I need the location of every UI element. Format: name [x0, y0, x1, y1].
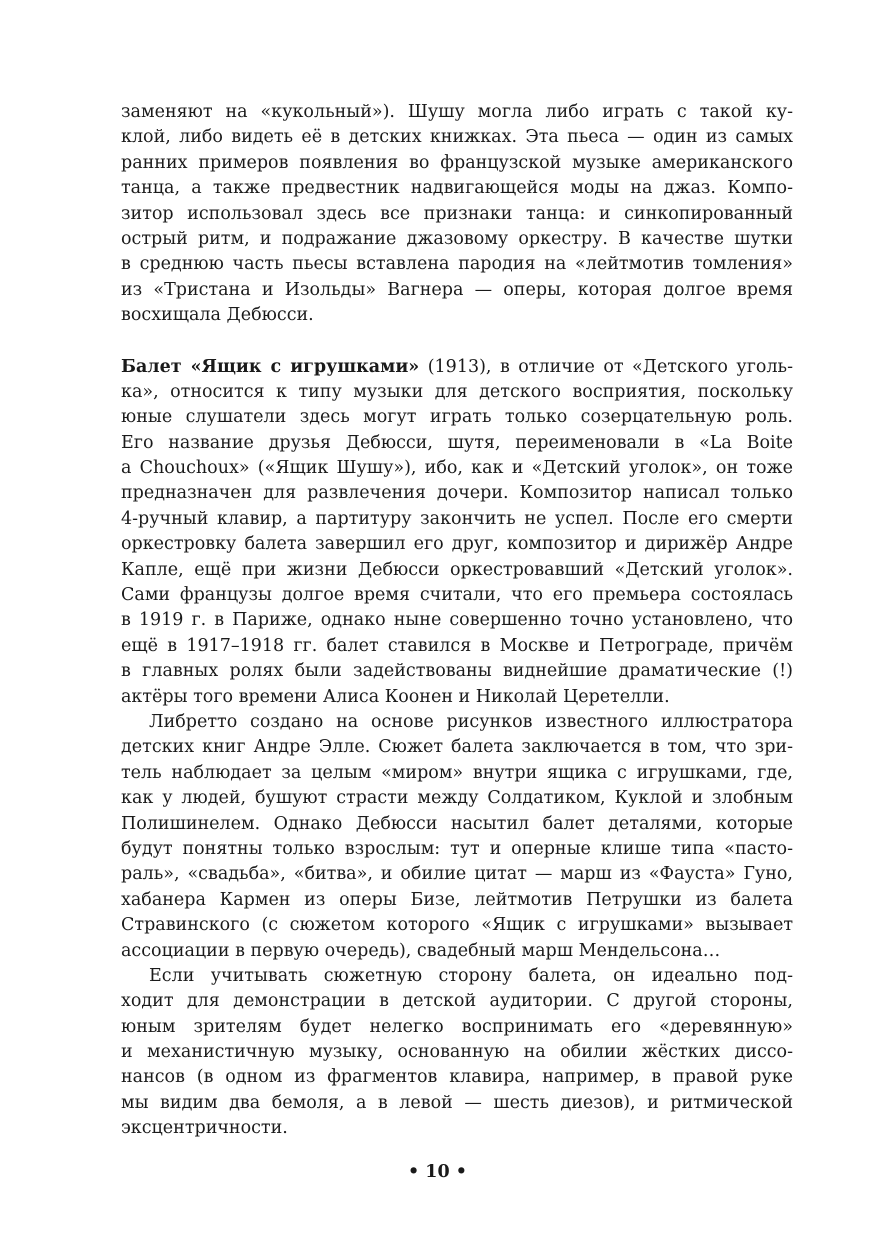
page-number: • 10 • — [408, 1162, 467, 1182]
text-line: Сами французы долгое время считали, что его премьера состоялась — [121, 585, 793, 606]
text-line: оркестровку балета завершил его друг, композитор и дирижёр Андре — [121, 534, 793, 555]
text-line-rest: (1913), в отличие от «Детского уголь- — [419, 356, 793, 377]
text-line: ранних примеров появления во французской музыке американского — [121, 152, 793, 173]
text-line: раль», «свадьба», «битва», и обилие цитат — марш из «Фауста» Гуно, — [121, 864, 793, 885]
paragraph-3 — [121, 710, 793, 964]
text-line: Либретто создано на основе рисунков известного иллюстратора — [149, 711, 793, 732]
text-line: предназначен для развлечения дочери. Композитор написал только — [121, 483, 793, 504]
text-line: Стравинского (с сюжетом которого «Ящик с игрушками» вызывает — [121, 915, 793, 936]
text-line: детских книг Андре Элле. Сюжет балета заключается в том, что зри- — [121, 737, 793, 758]
text-line: заменяют на «кукольный»). Шушу могла либо играть с такой ку- — [121, 102, 793, 122]
text-line: a Chouchoux» («Ящик Шушу»), ибо, как и «Детский уголок», он тоже — [121, 458, 793, 479]
text-line: ка», относится к типу музыки для детского восприятия, поскольку — [121, 381, 793, 402]
text-line: тель наблюдает за целым «миром» внутри ящика с игрушками, где, — [121, 762, 793, 783]
text-line: танца, а также предвестник надвигающейся моды на джаз. Компо- — [121, 178, 793, 199]
ballet-title: Балет «Ящик с игрушками» — [121, 356, 420, 377]
text-line: Его название друзья Дебюсси, шутя, переименовали в «La Boite — [121, 432, 793, 453]
paragraph-2 — [121, 355, 793, 710]
paragraph-4 — [121, 964, 793, 1142]
text-line: юные слушатели здесь могут играть только созерцательную роль. — [121, 407, 793, 428]
text-line: Капле, ещё при жизни Дебюсси оркестровавший «Детский уголок». — [121, 559, 793, 580]
paragraph-gap — [121, 329, 793, 355]
text-line: из «Тристана и Изольды» Вагнера — оперы, которая долгое время — [121, 279, 793, 300]
text-line: Полишинелем. Однако Дебюсси насытил балет деталями, которые — [121, 813, 793, 834]
text-line: и механистичную музыку, основанную на обилии жёстких диссо- — [121, 1042, 793, 1063]
text-line: нансов (в одном из фрагментов клавира, например, в правой руке — [121, 1067, 793, 1088]
text-line: клой, либо видеть её в детских книжках. Эта пьеса — один из самых — [121, 127, 793, 148]
text-line: ходит для демонстрации в детской аудитории. С другой стороны, — [121, 991, 793, 1012]
text-line: будут понятны только взрослым: тут и оперные клише типа «пасто- — [121, 838, 793, 859]
text-line: хабанера Кармен из оперы Бизе, лейтмотив Петрушки из балета — [121, 889, 793, 910]
text-line: в среднюю часть пьесы вставлена пародия на «лейтмотив томления» — [121, 254, 793, 275]
text-line: ещё в 1917–1918 гг. балет ставился в Москве и Петрограде, причём — [121, 635, 793, 656]
text-line: юным зрителям будет нелегко воспринимать его «деревянную» — [121, 1016, 793, 1037]
page-body — [121, 100, 793, 1142]
text-line: Если учитывать сюжетную сторону балета, он идеально под- — [149, 965, 793, 986]
text-line: эксцентричности. — [121, 1118, 288, 1139]
paragraph-1 — [121, 100, 793, 329]
text-line: как у людей, бушуют страсти между Солдатиком, Куклой и злобным — [121, 788, 793, 809]
text-line: ассоциации в первую очередь), свадебный марш Мендельсона… — [121, 940, 721, 961]
text-line: зитор использовал здесь все признаки танца: и синкопированный — [121, 203, 793, 224]
text-line: актёры того времени Алиса Коонен и Николай Церетелли. — [121, 686, 670, 707]
text-line: мы видим два бемоля, а в левой — шесть диезов), и ритмической — [121, 1092, 793, 1113]
text-line: острый ритм, и подражание джазовому оркестру. В качестве шутки — [121, 228, 793, 249]
text-line: восхищала Дебюсси. — [121, 305, 314, 326]
text-line — [121, 355, 793, 380]
text-line: в 1919 г. в Париже, однако ныне совершенно точно установлено, что — [121, 610, 793, 631]
text-line: 4-ручный клавир, а партитуру закончить не успел. После его смерти — [121, 508, 793, 529]
text-line: в главных ролях были задействованы виднейшие драматические (!) — [121, 661, 793, 682]
